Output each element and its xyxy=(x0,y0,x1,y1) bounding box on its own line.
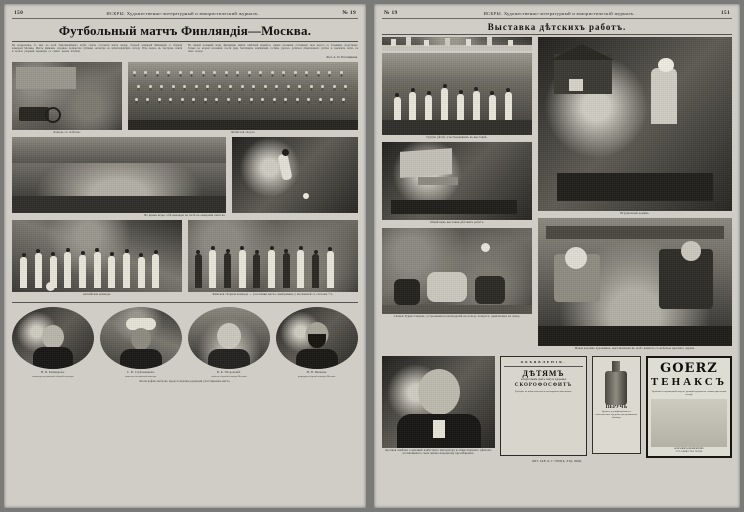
photo-teams-lineup xyxy=(12,137,226,213)
photo-village-cart xyxy=(12,62,122,130)
peroz-ad[interactable]: ПЕРУЧЪ Лучшее дезинфекцiонное и гигiеническое средство для домашняго обихода. xyxy=(592,356,641,454)
right-headline: Выставка дѣтскихъ работъ. xyxy=(487,22,627,32)
photo-riders xyxy=(382,228,532,314)
left-running-head xyxy=(12,10,358,19)
photo-player-action xyxy=(232,137,358,213)
lead-col-1: Въ воскресенье, 11 мая, на полѣ Замоскворѣцкаго клуба спорта состоялся матчъ между сборной командой Финляндiи и сборной командой Москвы. Матчъ привлекъ огромное количество публики, несмотря на неблагопрiятную погоду. Игра велась въ быстромъ темпѣ и носила упорный характеръ съ самаго начала встрѣчи. xyxy=(12,44,182,54)
skorofosfit-ad[interactable]: ОБЪЯВЛЕНIЯ. ДѢТЯМЪ и взрослымъ даетъ силу и здоровье СКОРОФОСФИТЪ Требуйте во всѣхъ аптекахъ и аптекарскихъ магазинахъ. xyxy=(500,356,587,456)
caption-exhibit-hall: Общiй видъ выставки дѣтскихъ работъ. xyxy=(429,221,485,225)
lead-text-columns xyxy=(12,44,358,59)
bottle-icon xyxy=(595,359,638,405)
lead-col-2: Въ первой половинѣ игры финляндцы имѣли замѣтный перевѣсъ, однако москвичи отстаивали свои ворота съ большимъ упорствомъ. Только во второй половинѣ, послѣ ряда блестящихъ комбинацiй, гостямъ удалось добиться рѣшительнаго успѣха и закончить матчъ въ свою пользу. Фот. А. П. Плотникова. xyxy=(188,44,358,59)
right-runhead-text: ИСКРЫ. Художественно-литературный и юмористическiй журналъ. xyxy=(483,10,636,16)
left-footnote: Фотографiи любезно предоставлены редакцiи участниками матча. xyxy=(139,379,231,383)
caption-interior-woman: Новая картина художника, выставленная въ залѣ: комната съ мебелью краснаго дерева. xyxy=(574,347,696,351)
portraits-rule xyxy=(12,302,358,303)
right-running-head xyxy=(382,10,732,19)
left-page-number: 150 xyxy=(14,10,24,16)
right-headline-rule xyxy=(382,34,732,35)
left-issue-number: № 19 xyxy=(342,10,356,16)
left-page xyxy=(4,4,366,508)
caption-teams-lineup: Во время игры: обѣ команды на полѣ въ ожиданiи свистка. xyxy=(144,214,226,218)
portrait-2: С. В. Стрѣльниковъ. капитанъ московской команды. xyxy=(100,307,182,378)
right-issue-number: № 19 xyxy=(384,10,398,16)
photo-exhibit-shelf xyxy=(382,37,532,51)
portrait-row xyxy=(12,307,358,378)
ad-column-1 xyxy=(500,356,587,459)
portrait-4: Н. Н. Ивановъ. форвардъ сборной команды Москвы. xyxy=(276,307,358,378)
ads-footnote: ОПТ. ЗАВ. К. Г. ГЕРЦЪ, ЛТД. ОБЩ. xyxy=(531,459,583,463)
right-page-number: 151 xyxy=(720,10,730,16)
photo-grandstand-crowd xyxy=(128,62,358,130)
ad-column-2 xyxy=(592,356,641,459)
photo-exhibit-hall xyxy=(382,142,532,220)
caption-team-group-light: Англiйская команда. xyxy=(82,293,112,297)
ad-column-3 xyxy=(646,356,732,459)
caption-portrait-man: Краткая замѣтка о кончинѣ извѣстнаго литератора и общественнаго дѣятеля, посвятившаго свою жизнь народному просвѣщенiю. xyxy=(385,448,492,456)
caption-team-group-dark: Финская сборная команда — участники матча, выигравшiе у москвичей со счетомъ 7:1. xyxy=(212,293,334,297)
caption-toy-house: Игрушечный домикъ. xyxy=(620,212,650,215)
left-headline: Футбольный матчъ Финляндiя—Москва. xyxy=(58,23,312,38)
headline-rule xyxy=(12,41,358,42)
photo-children-group xyxy=(382,53,532,135)
caption-grandstand-crowd: Любители спорта. xyxy=(230,130,256,134)
portrait-3: В. К. Петровскiй. хавбекъ сборной команды Москвы. xyxy=(188,307,270,378)
lead-signature: Фот. А. П. Плотникова. xyxy=(326,54,358,59)
portrait-man xyxy=(382,356,495,448)
photo-team-group-light xyxy=(12,220,182,292)
caption-children-group: Группа дѣтей, участвовавшихъ въ выставкѣ. xyxy=(426,136,488,139)
photo-team-group-dark xyxy=(188,220,358,292)
photo-interior-woman xyxy=(538,218,732,346)
goerz-ad[interactable]: GOERZ ТЕНАКСЪ Удобный и сохраняющiй моделъ, дающiй прекрасные снимки при всякой погодѣ КАТАЛОГЪ БЕЗПЛАТНО ОТЪ ОБЩЕСТВА ГЕРЦЪ xyxy=(646,356,732,458)
right-page xyxy=(374,4,740,508)
photo-toy-house xyxy=(538,37,732,211)
caption-village-cart: Лошадь съ телѣгою. xyxy=(53,130,81,134)
caption-riders: Скачки Туркестанцевъ, устроенныя на ипподромѣ въ пользу лазарета: джигитовка на скаку. xyxy=(393,314,521,318)
portrait-1: Н. П. Башкировъ. голкиперъ московской сборной команды. xyxy=(12,307,94,378)
left-runhead-text: ИСКРЫ. Художественно-литературный и юмористический журналъ. xyxy=(106,10,260,16)
